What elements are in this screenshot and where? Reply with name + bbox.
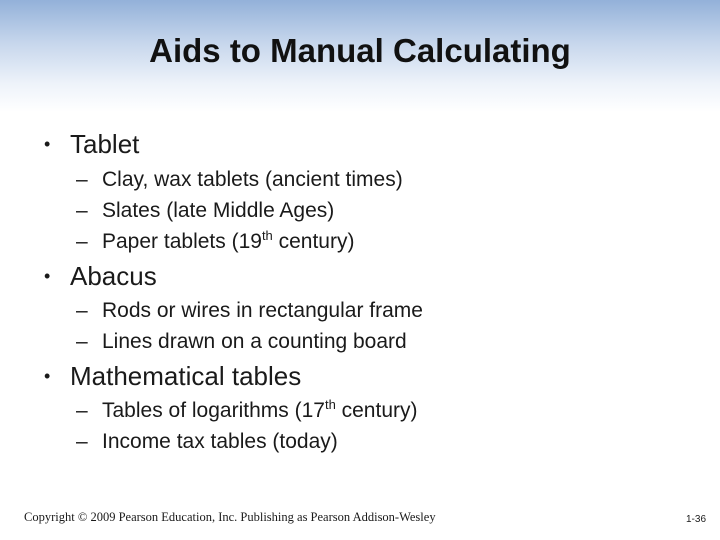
sub-bullet-text: Clay, wax tablets (ancient times): [102, 168, 403, 191]
sub-bullet-text: Rods or wires in rectangular frame: [102, 299, 423, 322]
page-number: 1-36: [685, 514, 706, 525]
sub-bullet-marker: –: [76, 430, 88, 453]
superscript: th: [324, 397, 336, 412]
sub-bullet-text: Lines drawn on a counting board: [102, 330, 407, 353]
bullet-item: [44, 129, 139, 159]
sub-bullet-item: [76, 429, 338, 455]
slide-title: Aids to Manual Calculating: [149, 32, 571, 69]
bullet-marker: •: [44, 366, 51, 386]
bullet-marker: •: [44, 134, 51, 154]
copyright-footer: Copyright © 2009 Pearson Education, Inc. Publishing as Pearson Addison-Wesley: [24, 510, 436, 524]
sub-bullet-text: Slates (late Middle Ages): [102, 199, 335, 222]
sub-bullet-item: [76, 398, 418, 424]
bullet-item: [44, 261, 157, 291]
sub-bullet-text: Paper tablets (19: [102, 230, 262, 253]
sub-bullet-text: Income tax tables (today): [102, 430, 338, 453]
sub-bullet-marker: –: [76, 230, 88, 253]
bullet-text: Abacus: [70, 261, 157, 291]
superscript: th: [261, 228, 273, 243]
sub-bullet-item: [76, 198, 334, 224]
sub-bullet-item: [76, 329, 407, 355]
sub-bullet-text-end: century): [335, 399, 418, 422]
bullet-text: Tablet: [70, 129, 140, 159]
sub-bullet-text: Tables of logarithms (17: [102, 399, 325, 422]
sub-bullet-marker: –: [76, 199, 88, 222]
bullet-item: [44, 361, 301, 391]
sub-bullet-item: [76, 298, 423, 324]
sub-bullet-marker: –: [76, 330, 88, 353]
sub-bullet-marker: –: [76, 168, 88, 191]
bullet-text: Mathematical tables: [70, 361, 302, 391]
sub-bullet-item: [76, 229, 354, 255]
sub-bullet-marker: –: [76, 399, 88, 422]
sub-bullet-marker: –: [76, 299, 88, 322]
sub-bullet-item: [76, 167, 403, 193]
sub-bullet-text-end: century): [272, 230, 355, 253]
bullet-marker: •: [44, 266, 51, 286]
